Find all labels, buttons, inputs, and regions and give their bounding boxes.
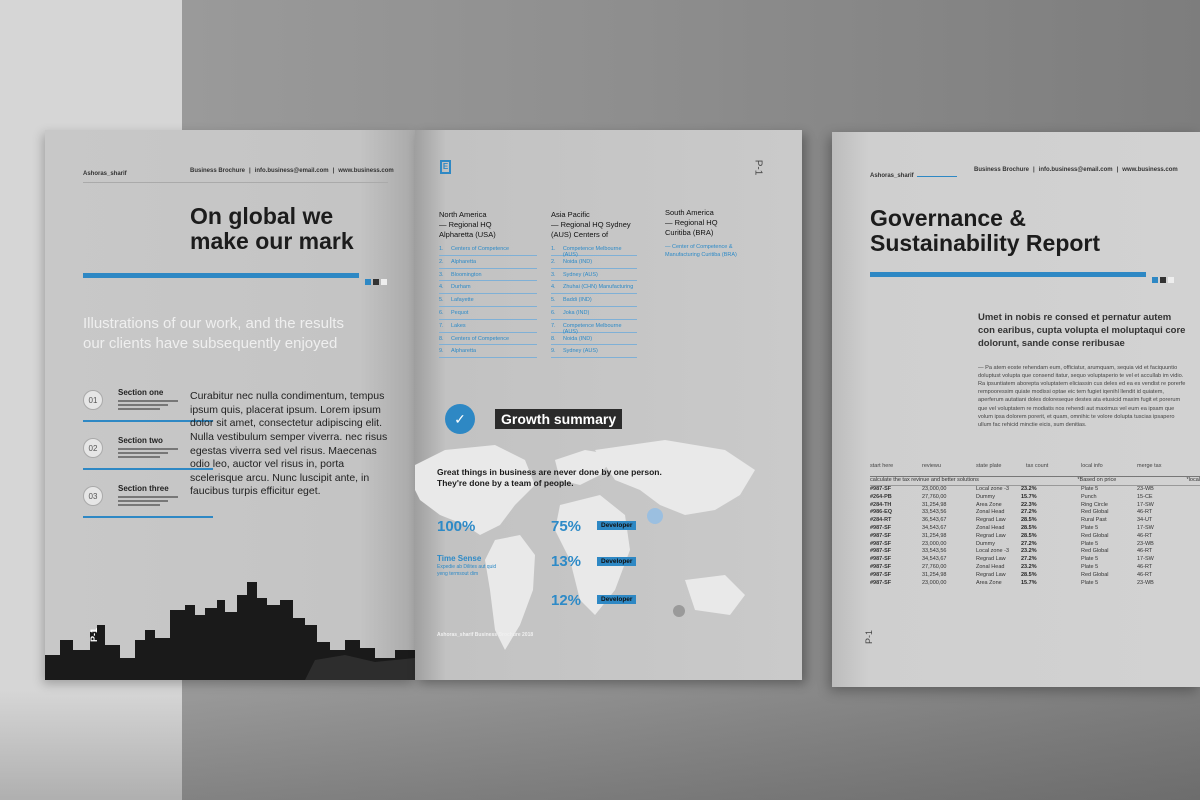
table-cell: 28.5% — [1021, 517, 1037, 524]
table-row — [870, 486, 1200, 494]
table-cell: 23-WB — [1137, 579, 1154, 586]
header-rule — [83, 182, 388, 183]
header-links: Business Brochure | info.business@email.com | www.business.com — [974, 167, 1178, 173]
region-hq: — Regional HQ — [665, 217, 718, 227]
table-cell: 23.2% — [1021, 548, 1037, 555]
list-item: 2. Noida (IND) — [551, 256, 637, 269]
list-item: 1. Centers of Competence — [439, 243, 537, 256]
section-text-lines — [118, 448, 178, 460]
table-cell: Red Global — [1081, 548, 1109, 555]
table-cell: 28.5% — [1021, 532, 1037, 539]
table-cell: Plate 5 — [1081, 540, 1099, 547]
table-row — [870, 525, 1200, 533]
section-number: 02 — [83, 438, 103, 458]
table-cell: 46-RT — [1137, 532, 1153, 539]
table-subheader: calculate the tax revinue and better solutions *Based on price *local — [870, 477, 1200, 486]
table-row — [870, 494, 1200, 502]
stat-tag: Developer — [597, 557, 636, 566]
location-list — [551, 243, 637, 358]
time-sense-label: Time Sense — [437, 554, 482, 563]
list-item: 3. Sydney (AUS) — [551, 269, 637, 282]
table-cell: Regrad Law — [976, 571, 1006, 578]
table-cell: 27.2% — [1021, 509, 1037, 516]
table-row — [870, 502, 1200, 510]
time-sense-line: yeng termsout dim — [437, 570, 479, 577]
list-item: 3. Bloomington — [439, 269, 537, 282]
table-row — [870, 533, 1200, 541]
region-name: North America — [439, 210, 487, 219]
note-line: — Center of Competence & — [665, 244, 733, 250]
table-cell: #987-SF — [870, 486, 892, 492]
table-cell: 23,000,00 — [922, 540, 947, 547]
section-label: Section one — [118, 388, 164, 397]
list-item: 6. Joka (IND) — [551, 307, 637, 320]
table-cell: #987-SF — [870, 571, 892, 578]
title-line: make our mark — [190, 227, 354, 254]
list-item: 7. Competence Melbourne (AUS) — [551, 320, 637, 333]
region-note — [665, 244, 737, 259]
header-accent-rule — [917, 176, 957, 177]
header-link: Business Brochure — [190, 168, 246, 174]
logo-icon: E — [440, 160, 451, 174]
author-name: Ashoras_sharif — [870, 173, 914, 179]
region-heading — [439, 210, 496, 239]
table-row — [870, 548, 1200, 556]
table-row — [870, 556, 1200, 564]
title-squares — [1150, 270, 1174, 288]
table-cell: 46-RT — [1137, 563, 1153, 570]
section-number: 03 — [83, 486, 103, 506]
list-item: 1. Competence Melbourne (AUS) — [551, 243, 637, 256]
table-cell: 46-RT — [1137, 509, 1153, 516]
table-cell: Red Global — [1081, 509, 1109, 516]
table-cell: #284-RT — [870, 517, 892, 524]
region-city: (AUS) Centers of — [551, 229, 609, 239]
map-marker — [647, 508, 663, 524]
table-cell: Dummy — [976, 493, 995, 500]
table-cell: 31,254,98 — [922, 571, 947, 578]
table-cell: Red Global — [1081, 532, 1109, 539]
table-cell: Dummy — [976, 540, 995, 547]
header-link: www.business.com — [1122, 167, 1178, 173]
table-cell: 33,543,56 — [922, 509, 947, 516]
region-heading — [665, 208, 718, 237]
title-squares — [363, 272, 387, 290]
table-cell: 23.2% — [1021, 563, 1037, 570]
table-row — [870, 509, 1200, 517]
region-name: South America — [665, 208, 714, 217]
table-cell: #987-SF — [870, 579, 892, 586]
tagline — [437, 467, 662, 490]
table-cell: 33,543,56 — [922, 548, 947, 555]
growth-summary-title: Growth summary — [495, 409, 622, 429]
table-cell: Zonal Head — [976, 524, 1005, 531]
header-link: info.business@email.com — [1038, 167, 1113, 173]
section-label: Section two — [118, 436, 163, 445]
table-cell: 23,000,00 — [922, 486, 947, 492]
growth-icon: ✓ — [445, 404, 475, 434]
page-subtitle — [83, 314, 383, 353]
region-name: Asia Pacific — [551, 210, 590, 219]
header-link: www.business.com — [338, 168, 394, 174]
brochure-left-page — [45, 130, 415, 680]
table-cell: 23-WB — [1137, 540, 1154, 547]
data-table — [870, 463, 1200, 587]
table-cell: 23-WB — [1137, 486, 1154, 492]
table-cell: 17-SW — [1137, 501, 1154, 508]
city-skyline-illustration — [45, 570, 415, 680]
region-city: Curitiba (BRA) — [665, 227, 714, 237]
table-cell: #987-SF — [870, 524, 892, 531]
header-link: info.business@email.com — [254, 168, 329, 174]
region-hq: — Regional HQ — [439, 219, 492, 229]
table-cell: Area Zone — [976, 501, 1002, 508]
table-cell: Local zone -3 — [976, 548, 1010, 555]
region-hq: — Regional HQ Sydney — [551, 219, 631, 229]
page-number: P-1 — [864, 629, 875, 645]
note-line: Manufacturing Curitiba (BRA) — [665, 251, 737, 258]
table-cell: Plate 5 — [1081, 486, 1099, 492]
table-row — [870, 517, 1200, 525]
table-cell: 46-RT — [1137, 571, 1153, 578]
table-cell: 23.2% — [1021, 486, 1037, 492]
table-cell: 34,543,67 — [922, 556, 947, 563]
table-cell: #987-SF — [870, 563, 892, 570]
stat-tag: Developer — [597, 521, 636, 530]
tagline-line: They're done by a team of people. — [437, 478, 574, 489]
stat-value: 100% — [437, 518, 476, 535]
table-cell: 22.3% — [1021, 501, 1037, 508]
table-cell: 34-UT — [1137, 517, 1153, 524]
lead-paragraph: Umet in nobis re consed et pernatur autem con earibus, cupta volupta el moluptaqui core dolorunt, sande conse reribusae — [978, 312, 1186, 349]
table-cell: Plate 5 — [1081, 556, 1099, 563]
table-cell: 27,760,00 — [922, 563, 947, 570]
table-cell: 31,254,98 — [922, 501, 947, 508]
section-label: Section three — [118, 484, 169, 493]
table-cell: Plate 5 — [1081, 579, 1099, 586]
table-cell: 34,543,67 — [922, 524, 947, 531]
table-cell: 36,543,67 — [922, 517, 947, 524]
report-page — [832, 132, 1200, 687]
list-item: 8. Centers of Competence — [439, 333, 537, 346]
table-cell: 17-SW — [1137, 524, 1154, 531]
table-cell: Regrad Law — [976, 556, 1006, 563]
table-body — [870, 486, 1200, 587]
list-item: 5. Baddi (IND) — [551, 294, 637, 307]
table-cell: Plate 5 — [1081, 524, 1099, 531]
table-cell: #987-SF — [870, 548, 892, 555]
table-cell: Zonal Head — [976, 563, 1005, 570]
page-title — [190, 204, 354, 254]
table-cell: Local zone -3 — [976, 486, 1010, 492]
list-item: 9. Sydney (AUS) — [551, 345, 637, 358]
section-underline — [83, 516, 213, 518]
table-cell: #987-SF — [870, 556, 892, 563]
page-number: P-1 — [89, 627, 100, 643]
list-item: 5. Lafayette — [439, 294, 537, 307]
table-cell: 46-RT — [1137, 548, 1153, 555]
table-cell: Red Global — [1081, 571, 1109, 578]
list-item: 6. Pequot — [439, 307, 537, 320]
table-cell: 15-CE — [1137, 493, 1153, 500]
list-item: 7. Lakes — [439, 320, 537, 333]
title-underline — [870, 272, 1146, 277]
table-cell: Rural Past — [1081, 517, 1107, 524]
brochure-right-page — [415, 130, 802, 680]
page-number: P-1 — [752, 159, 764, 176]
map-marker — [673, 605, 685, 617]
table-cell: 28.5% — [1021, 524, 1037, 531]
table-cell: #987-SF — [870, 532, 892, 539]
header-link: Business Brochure — [974, 167, 1030, 173]
table-row — [870, 564, 1200, 572]
table-cell: 15.7% — [1021, 579, 1037, 586]
table-cell: #987-SF — [870, 540, 892, 547]
table-cell: #986-EQ — [870, 509, 893, 516]
table-row — [870, 541, 1200, 549]
table-cell: 23,000,00 — [922, 579, 947, 586]
body-paragraph: — Pa atem eoste rehendam eum, officiatur, arumquam, sequia vid et faciquuntio doluptust volupta que consend itatur, sequo voluptaperio te vel et accullab im vidio. Ra ipsuntiatem aborepta voluptatem eliciassin cus deles ed ea es vendist re porerfe rempooressim quiate modissi optae eic tem fugiet iqenihl llendit id quiatem, aperferum autatiani doles doloreseque destes ata etusicid maxim fugit et porerum que vel voluptatem re modiatis nos rehendi aut maximus vel eum ea ipsam que volum ipsa dolorem porerit, et quam, omnihic te volore dolupta tuscias ipsapero ullum fac rehicid minctie eicis, sum denitias. — [978, 365, 1186, 428]
title-line: Sustainability Report — [870, 229, 1101, 256]
location-list — [439, 243, 537, 358]
report-title — [870, 206, 1100, 256]
table-cell: 27.2% — [1021, 540, 1037, 547]
header-links: Business Brochure | info.business@email.com | www.business.com — [190, 168, 394, 174]
title-line: Governance & — [870, 205, 1026, 231]
region-heading — [551, 210, 631, 239]
subtitle-line: Illustrations of our work, and the results — [83, 315, 344, 332]
section-number: 01 — [83, 390, 103, 410]
table-cell: #264-PB — [870, 493, 892, 500]
list-item: 8. Noida (IND) — [551, 333, 637, 346]
list-item: 4. Durham — [439, 281, 537, 294]
list-item: 2. Alpharetta — [439, 256, 537, 269]
floor-shadow — [0, 690, 1200, 800]
stat-value: 13% — [551, 553, 582, 570]
section-text-lines — [118, 400, 178, 412]
table-cell: Regrad Law — [976, 517, 1006, 524]
stat-tag: Developer — [597, 595, 636, 604]
table-cell: Plate 5 — [1081, 563, 1099, 570]
table-cell: 27,760,00 — [922, 493, 947, 500]
table-cell: #284-TH — [870, 501, 892, 508]
time-sense-line: Expedie ab Dilites aut quid — [437, 564, 497, 570]
table-cell: 15.7% — [1021, 493, 1037, 500]
title-underline — [83, 273, 359, 278]
author-name: Ashoras_sharif — [83, 171, 127, 177]
table-cell: 17-SW — [1137, 556, 1154, 563]
table-cell: Zonal Head — [976, 509, 1005, 516]
page-footer: Ashoras_sharif Business Brochure 2018 — [437, 632, 534, 638]
body-paragraph: Curabitur nec nulla condimentum, tempus ipsum quis, placerat ipsum. Lorem ipsum dolor sit amet, consectetur adipiscing elit. Nulla vestibulum semper viverra. nec risus egestas viverra sed vel risus. Maecenas odio leo, auctor vel risus in, porta scelerisque arcu. Nunc luscipit ante, in faucibus turpis efficitur eget. — [190, 390, 388, 498]
table-cell: Punch — [1081, 493, 1097, 500]
table-cell: Regrad Law — [976, 532, 1006, 539]
table-cell: Ring Circle — [1081, 501, 1108, 508]
table-cell: Area Zone — [976, 579, 1002, 586]
subtitle-line: our clients have subsequently enjoyed — [83, 334, 338, 352]
tagline-line: Great things in business are never done by one person. — [437, 467, 662, 477]
table-cell: 28.5% — [1021, 571, 1037, 578]
stat-value: 12% — [551, 592, 582, 609]
table-header: start here reviewu state plate tax count local info merge tax — [870, 463, 1200, 477]
table-cell: 31,254,98 — [922, 532, 947, 539]
time-sense-sub — [437, 564, 496, 577]
table-row — [870, 580, 1200, 588]
title-line: On global we — [190, 203, 334, 229]
region-city: Alpharetta (USA) — [439, 229, 496, 239]
list-item: 9. Alpharetta — [439, 345, 537, 358]
stat-value: 75% — [551, 518, 582, 535]
list-item: 4. Zhuhai (CHN) Manufacturing — [551, 281, 637, 294]
table-cell: 27.2% — [1021, 556, 1037, 563]
table-row — [870, 572, 1200, 580]
section-text-lines — [118, 496, 178, 508]
